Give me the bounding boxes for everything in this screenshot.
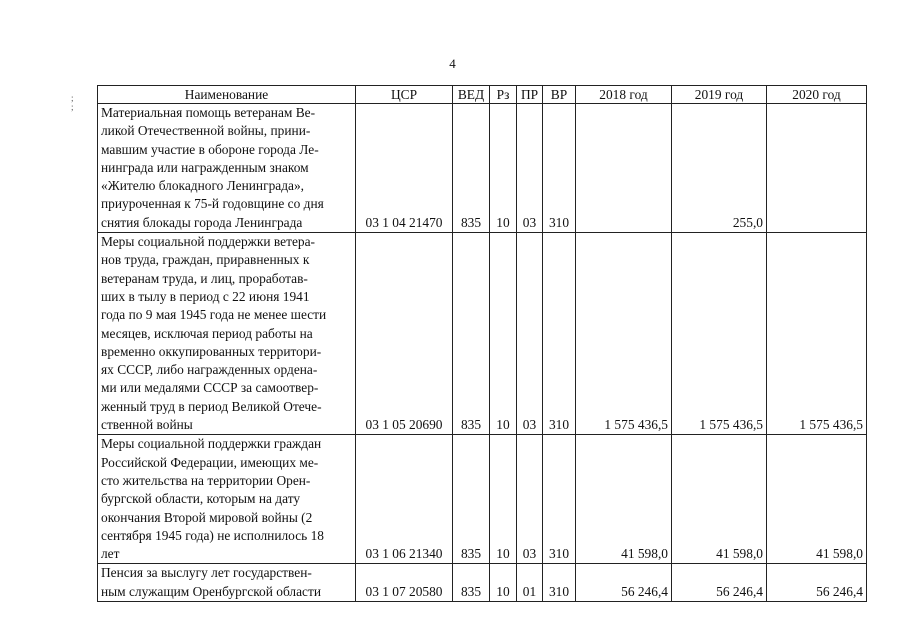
ved-cell: 835 — [453, 564, 490, 602]
margin-mark: ; — [71, 102, 74, 112]
amount-2018-cell: 1 575 436,5 — [576, 233, 672, 435]
amount-2019-cell: 41 598,0 — [672, 435, 767, 564]
row-name-cell — [98, 104, 356, 233]
name-line: ственной войны — [101, 417, 193, 433]
amount-2018-cell — [576, 104, 672, 233]
rz-cell: 10 — [490, 233, 517, 435]
header-row — [98, 86, 867, 104]
name-line: «Жителю блокадного Ленинграда», — [101, 178, 305, 194]
csr-cell: 03 1 04 21470 — [356, 104, 453, 233]
name-line: Меры социальной поддержки граждан — [101, 436, 322, 452]
name-line: Меры социальной поддержки ветера- — [101, 234, 316, 250]
amount-2020-cell: 56 246,4 — [767, 564, 867, 602]
name-line: временно оккупированных территори- — [101, 343, 322, 359]
name-line: снятия блокады города Ленинграда — [101, 214, 303, 230]
name-line: сто жительства на территории Орен- — [101, 472, 311, 488]
header-ved: ВЕД — [453, 86, 490, 104]
vr-cell: 310 — [543, 233, 576, 435]
header-name: Наименование — [98, 86, 356, 104]
ved-cell: 835 — [453, 104, 490, 233]
vr-cell: 310 — [543, 104, 576, 233]
budget-table — [97, 85, 867, 602]
name-line: женный труд в период Великой Отече- — [101, 398, 322, 414]
row-name-cell — [98, 564, 356, 602]
name-line: ликой Отечественной войны, прини- — [101, 123, 311, 139]
name-line: приуроченная к 75-й годовщине со дня — [101, 196, 324, 212]
page-number: 4 — [449, 56, 456, 71]
name-line: лет — [101, 546, 120, 562]
header-2018: 2018 год — [576, 86, 672, 104]
table-row — [98, 435, 867, 564]
amount-2020-cell: 41 598,0 — [767, 435, 867, 564]
pr-cell: 03 — [517, 233, 543, 435]
table-row — [98, 564, 867, 602]
name-line: Российской Федерации, имеющих ме- — [101, 454, 319, 470]
name-line: нинграда или награжденным знаком — [101, 159, 309, 175]
name-line: мавшим участие в обороне города Ле- — [101, 141, 319, 157]
pr-cell: 03 — [517, 435, 543, 564]
amount-2019-cell: 56 246,4 — [672, 564, 767, 602]
header-2019: 2019 год — [672, 86, 767, 104]
pr-cell: 03 — [517, 104, 543, 233]
margin-marks — [71, 94, 74, 112]
amount-2020-cell: 1 575 436,5 — [767, 233, 867, 435]
name-line: ях СССР, либо награжденных ордена- — [101, 362, 318, 378]
vr-cell: 310 — [543, 564, 576, 602]
header-pr: ПР — [517, 86, 543, 104]
name-line: ми или медалями СССР за самоотвер- — [101, 380, 319, 396]
name-line: нов труда, граждан, приравненных к — [101, 252, 310, 268]
amount-2019-cell: 1 575 436,5 — [672, 233, 767, 435]
name-line: окончания Второй мировой войны (2 — [101, 509, 313, 525]
amount-2018-cell: 56 246,4 — [576, 564, 672, 602]
csr-cell: 03 1 07 20580 — [356, 564, 453, 602]
row-name-cell — [98, 233, 356, 435]
ved-cell: 835 — [453, 233, 490, 435]
name-line: сентября 1945 года) не исполнилось 18 — [101, 527, 324, 543]
csr-cell: 03 1 06 21340 — [356, 435, 453, 564]
amount-2020-cell — [767, 104, 867, 233]
name-line: Материальная помощь ветеранам Ве- — [101, 105, 316, 120]
name-line: ным служащим Оренбургской области — [101, 583, 322, 599]
name-line: года по 9 мая 1945 года не менее шести — [101, 307, 327, 323]
name-line: бургской области, которым на дату — [101, 491, 301, 507]
pr-cell: 01 — [517, 564, 543, 602]
margin-mark: ; — [71, 93, 74, 103]
ved-cell: 835 — [453, 435, 490, 564]
header-vr: ВР — [543, 86, 576, 104]
amount-2019-cell: 255,0 — [672, 104, 767, 233]
name-line: месяцев, исключая период работы на — [101, 325, 313, 341]
amount-2018-cell: 41 598,0 — [576, 435, 672, 564]
csr-cell: 03 1 05 20690 — [356, 233, 453, 435]
rz-cell: 10 — [490, 564, 517, 602]
table-row — [98, 104, 867, 233]
name-line: Пенсия за выслугу лет государствен- — [101, 565, 312, 581]
row-name-cell — [98, 435, 356, 564]
name-line: ветеранам труда, и лиц, проработав- — [101, 270, 308, 286]
vr-cell: 310 — [543, 435, 576, 564]
rz-cell: 10 — [490, 435, 517, 564]
header-rz: Рз — [490, 86, 517, 104]
rz-cell: 10 — [490, 104, 517, 233]
header-2020: 2020 год — [767, 86, 867, 104]
header-csr: ЦСР — [356, 86, 453, 104]
table-row — [98, 233, 867, 435]
name-line: ших в тылу в период с 22 июня 1941 — [101, 288, 310, 304]
